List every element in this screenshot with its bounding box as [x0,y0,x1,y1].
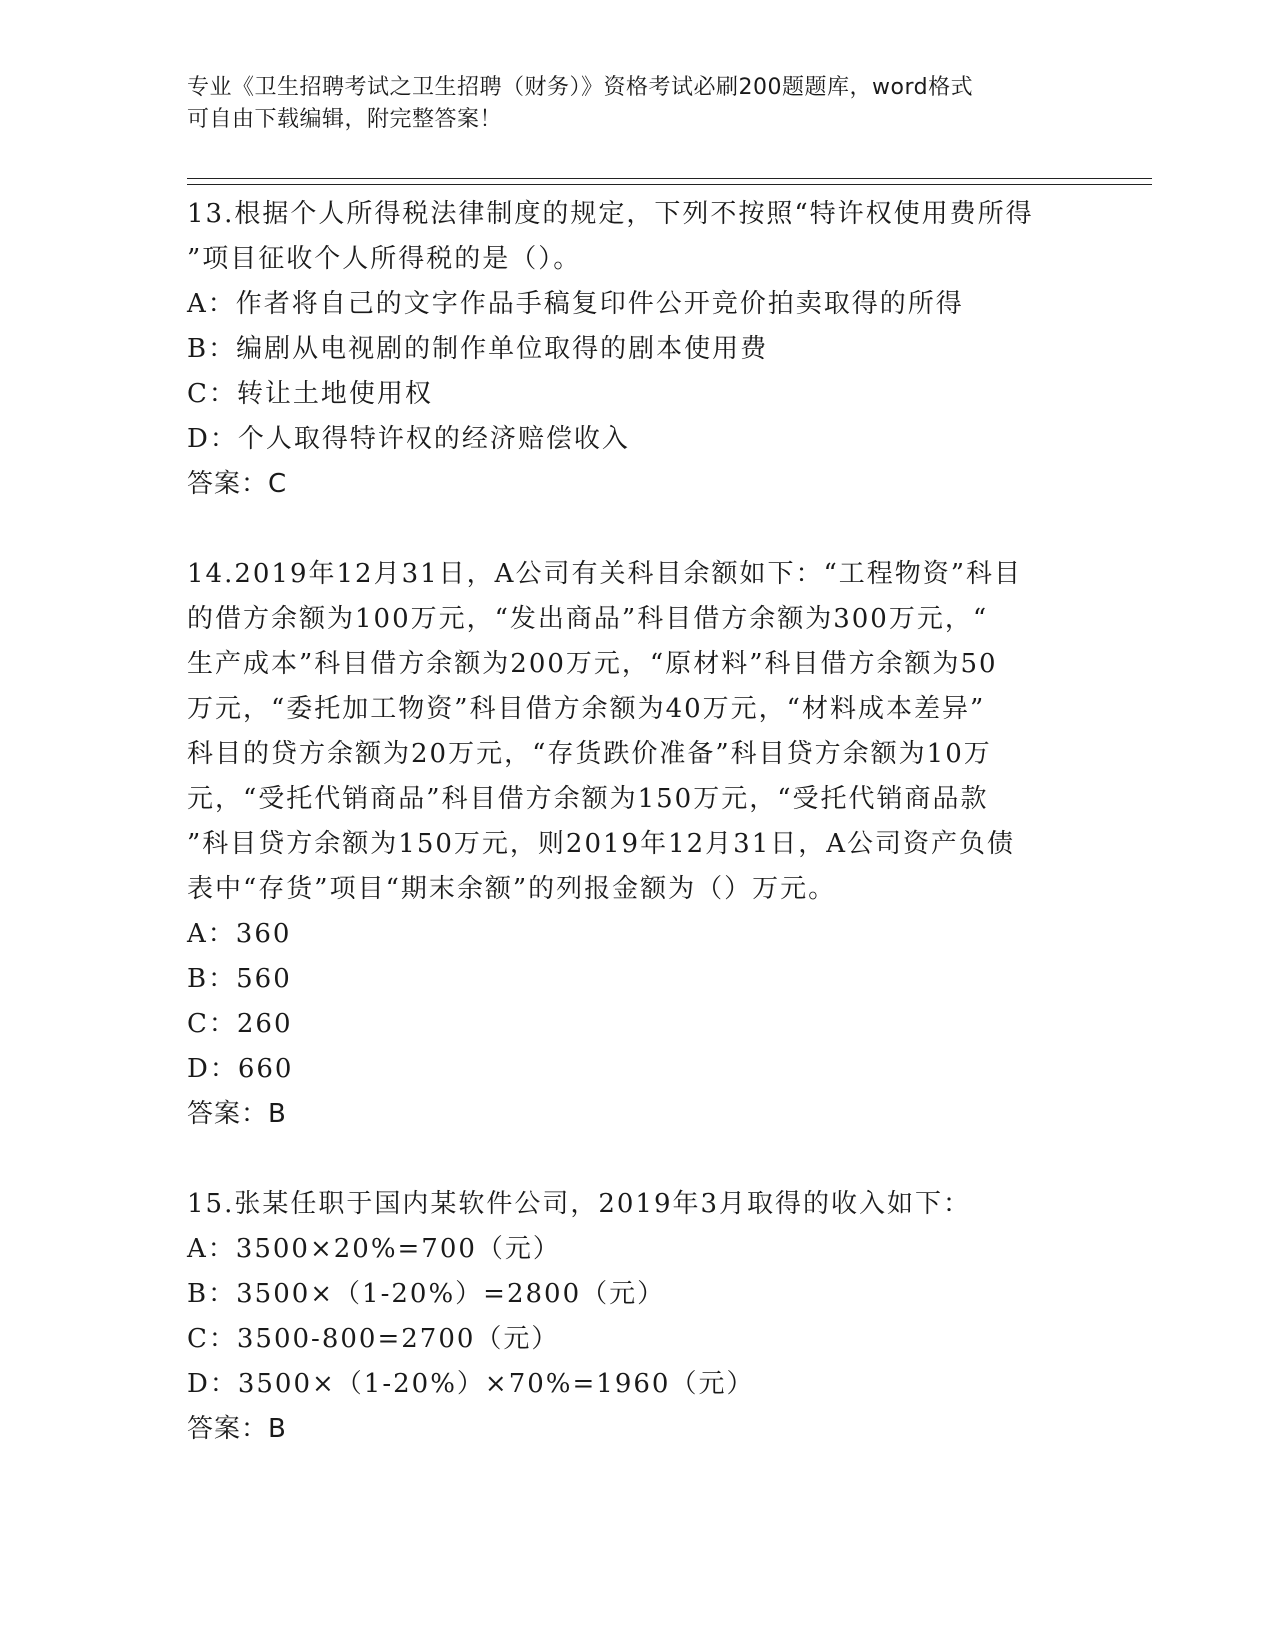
option-a: A：作者将自己的文字作品手稿复印件公开竞价拍卖取得的所得 [187,289,964,319]
question-list [187,192,1087,1452]
answer: 答案：C [187,469,288,499]
answer: 答案：B [187,1099,287,1129]
option-b: B：3500×（1-20%）=2800（元） [187,1279,666,1309]
option-a: A：360 [187,919,292,949]
question-spacer [187,1137,1087,1182]
question-stem-line: 13.根据个人所得税法律制度的规定，下列不按照“特许权使用费所得 [187,199,1034,229]
question-stem-line: 元，“受托代销商品”科目借方余额为150万元，“受托代销商品款 [187,784,989,814]
option-a: A：3500×20%=700（元） [187,1234,561,1264]
option-c: C：3500-800=2700（元） [187,1324,560,1354]
answer: 答案：B [187,1414,287,1444]
option-b: B：编剧从电视剧的制作单位取得的剧本使用费 [187,334,769,364]
header-line-1: 专业《卫生招聘考试之卫生招聘（财务）》资格考试必刷200题题库，word格式 [187,75,974,100]
option-d: D：3500×（1-20%）×70%=1960（元） [187,1369,755,1399]
option-b: B：560 [187,964,292,994]
option-d: D：660 [187,1054,294,1084]
question-stem-line: 14.2019年12月31日，A公司有关科目余额如下：“工程物资”科目 [187,559,1023,589]
option-d: D：个人取得特许权的经济赔偿收入 [187,424,630,454]
question-stem-line: 生产成本”科目借方余额为200万元，“原材料”科目借方余额为50 [187,649,998,679]
question-stem-line: 15.张某任职于国内某软件公司，2019年3月取得的收入如下： [187,1189,972,1219]
header-divider-bottom [187,184,1152,185]
question-stem-line: 万元，“委托加工物资”科目借方余额为40万元，“材料成本差异” [187,694,986,724]
document-header [187,72,1067,136]
question-15 [187,1182,1087,1452]
question-stem-line: 表中“存货”项目“期末余额”的列报金额为（）万元。 [187,874,837,904]
question-spacer [187,507,1087,552]
question-stem-line: 科目的贷方余额为20万元，“存货跌价准备”科目贷方余额为10万 [187,739,992,769]
question-14 [187,552,1087,1137]
header-line-2: 可自由下载编辑，附完整答案！ [187,107,503,132]
question-stem-line: ”项目征收个人所得税的是（）。 [187,244,582,274]
header-divider-top [187,178,1152,179]
question-stem-line: ”科目贷方余额为150万元，则2019年12月31日，A公司资产负债 [187,829,1016,859]
question-stem-line: 的借方余额为100万元，“发出商品”科目借方余额为300万元，“ [187,604,989,634]
option-c: C：260 [187,1009,293,1039]
option-c: C：转让土地使用权 [187,379,433,409]
question-13 [187,192,1087,507]
